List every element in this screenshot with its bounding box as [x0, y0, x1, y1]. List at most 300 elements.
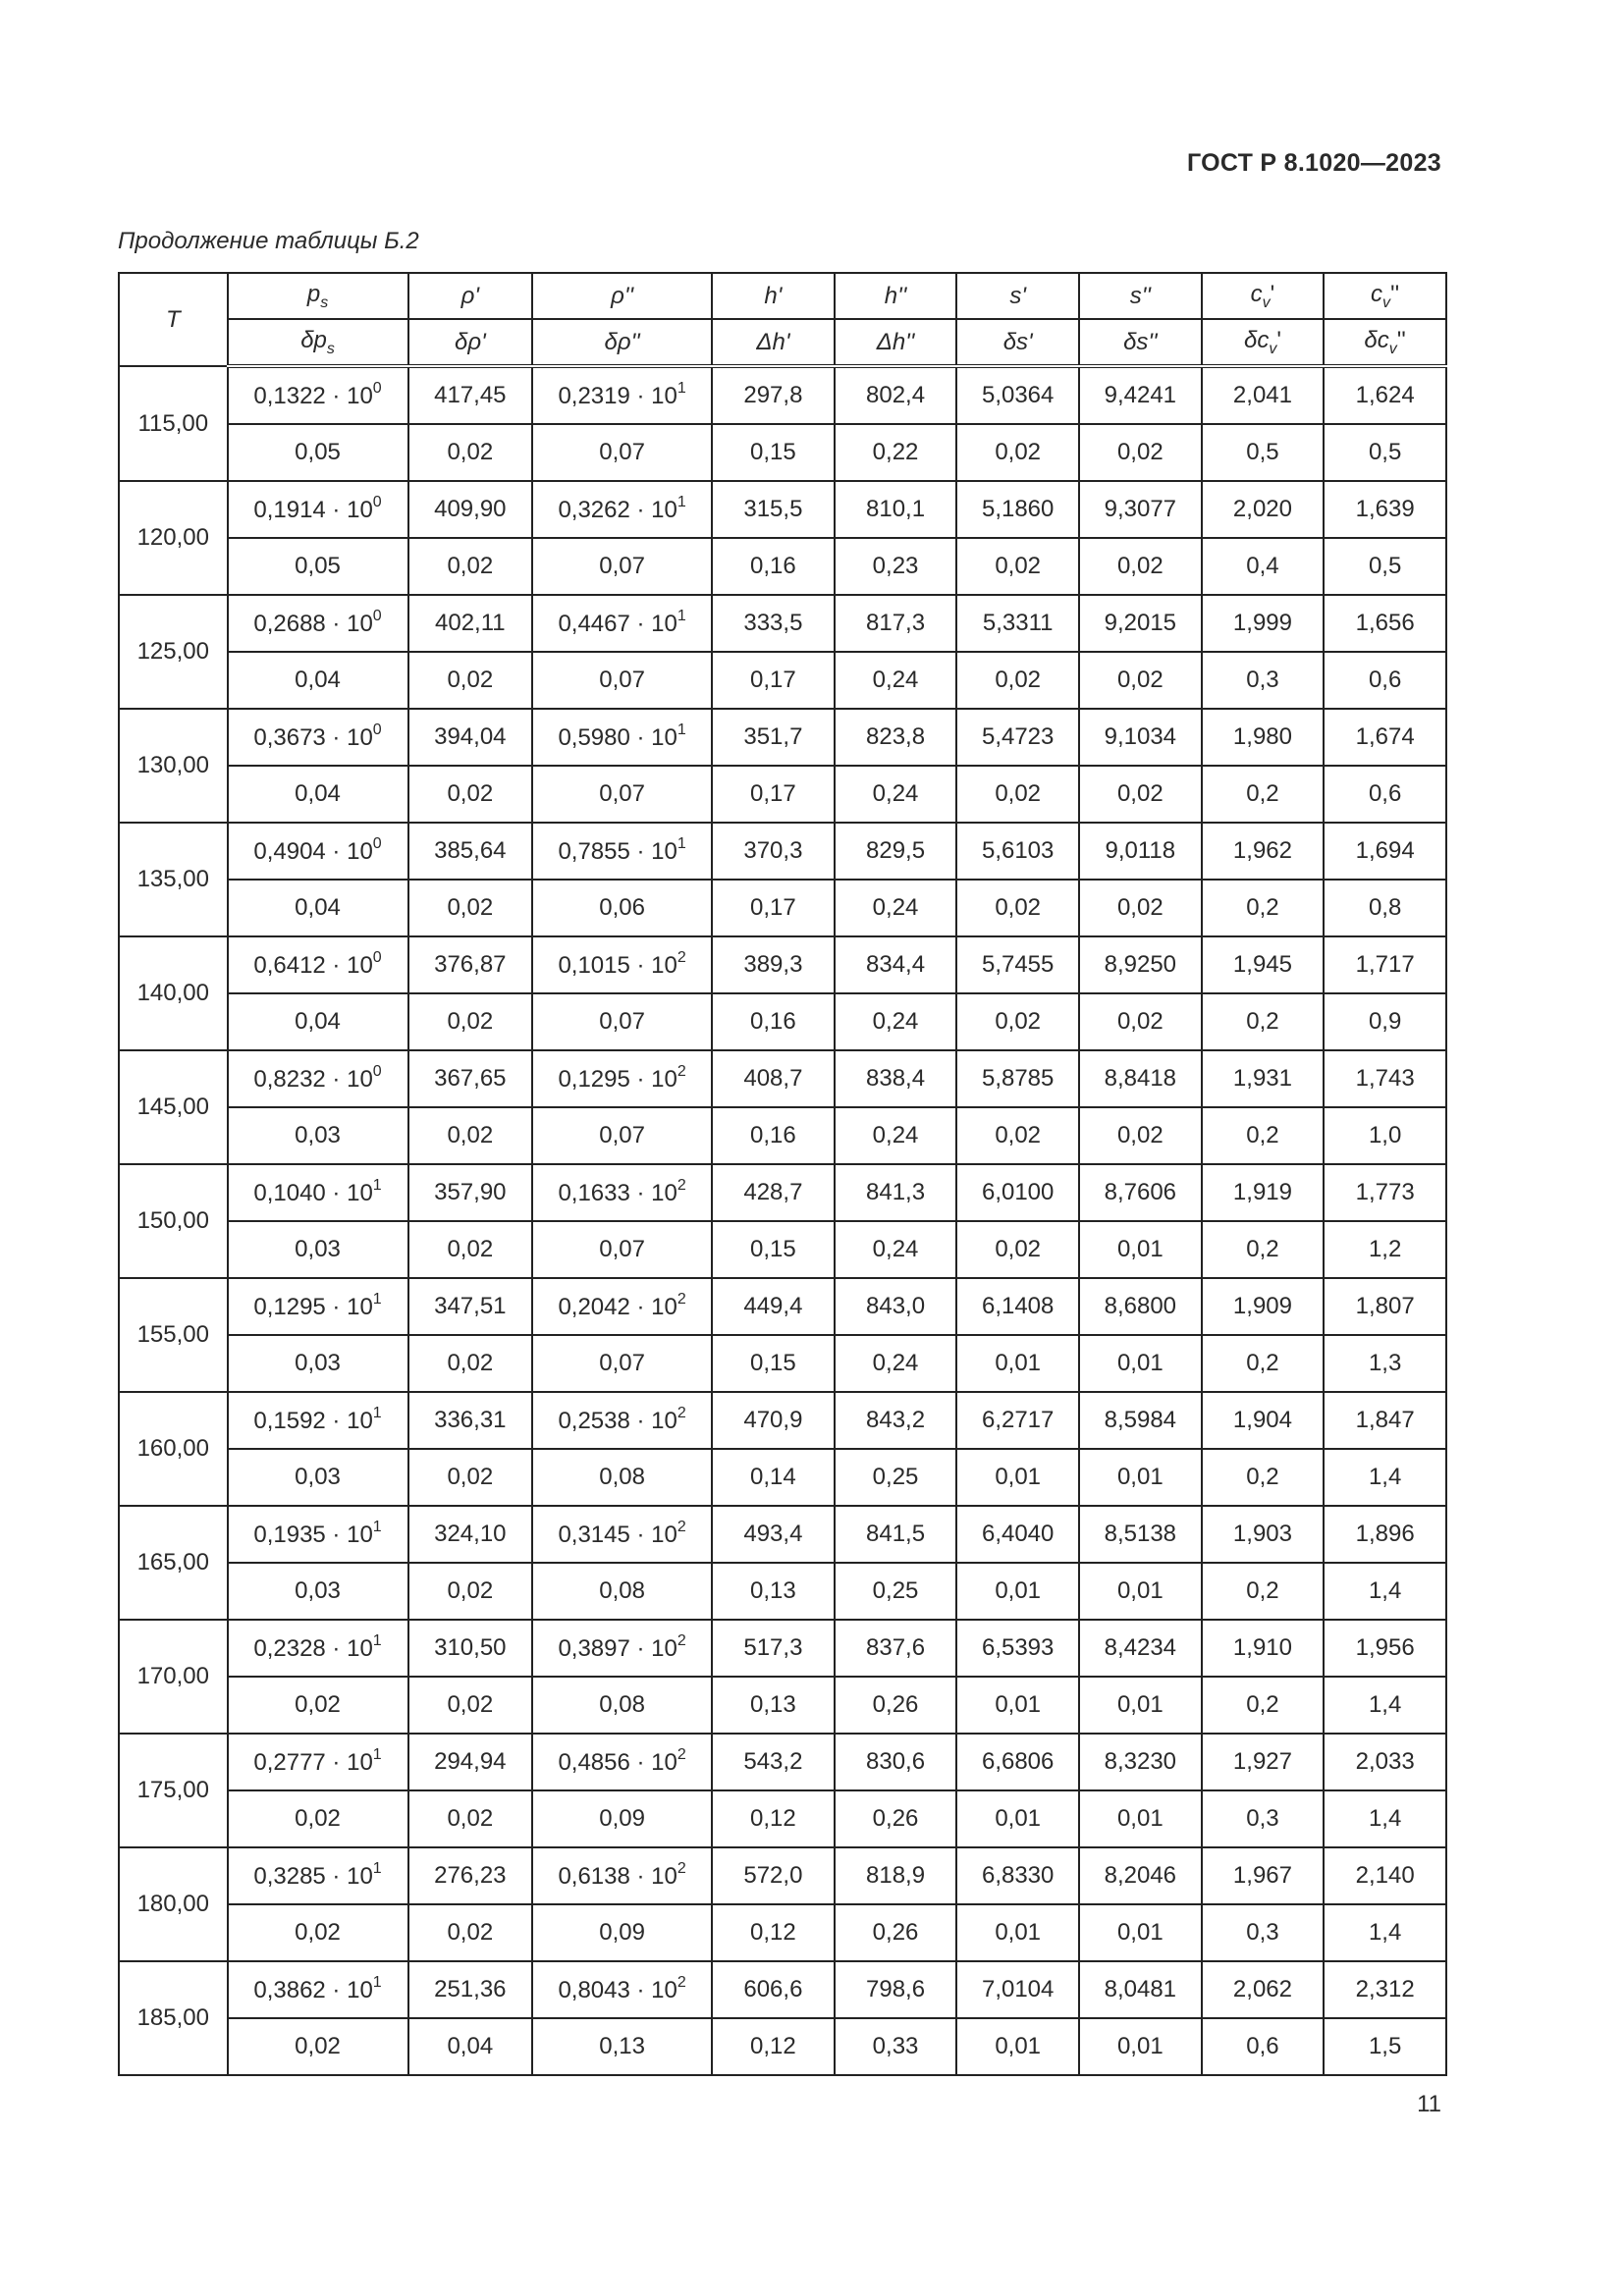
header-uncertainty-3 — [712, 319, 835, 366]
value-cell-s1: 6,4040 — [956, 1506, 1079, 1563]
mantissa: 0,4856 — [558, 1748, 630, 1776]
table-row — [119, 1734, 1446, 1790]
uncertainty-cell: 1,4 — [1324, 1449, 1446, 1506]
value-cell-rho2 — [532, 1392, 712, 1449]
uncertainty-cell: 0,24 — [835, 1335, 957, 1392]
value-cell-s2: 8,3230 — [1079, 1734, 1202, 1790]
uncertainty-cell: 0,03 — [228, 1563, 408, 1620]
uncertainty-cell: 1,4 — [1324, 1563, 1446, 1620]
header-row-uncertainty — [119, 319, 1446, 366]
value-cell-s1: 5,0364 — [956, 366, 1079, 424]
value-cell-h2: 802,4 — [835, 366, 957, 424]
uncertainty-cell: 0,15 — [712, 1221, 835, 1278]
header-uncertainty-0 — [228, 319, 408, 366]
value-cell-rho1: 347,51 — [408, 1278, 533, 1335]
table-caption: Продолжение таблицы Б.2 — [118, 228, 419, 254]
value-cell-rho2 — [532, 595, 712, 652]
value-cell-h1: 351,7 — [712, 709, 835, 766]
properties-table — [118, 272, 1447, 2076]
uncertainty-row — [119, 652, 1446, 709]
mantissa: 0,2777 — [253, 1748, 326, 1776]
value-cell-s2: 9,2015 — [1079, 595, 1202, 652]
mantissa: 0,2688 — [253, 610, 326, 637]
times-ten: · 10 — [325, 382, 373, 409]
uncertainty-cell: 0,02 — [1079, 993, 1202, 1050]
value-cell-cv1: 1,967 — [1202, 1847, 1325, 1904]
uncertainty-cell: 0,6 — [1324, 652, 1446, 709]
value-cell-cv2: 2,312 — [1324, 1961, 1446, 2018]
document-code: ГОСТ Р 8.1020—2023 — [1186, 149, 1441, 177]
value-cell-s1: 6,5393 — [956, 1620, 1079, 1677]
uncertainty-cell: 0,22 — [835, 424, 957, 481]
value-cell-h2: 834,4 — [835, 936, 957, 993]
uncertainty-row — [119, 1563, 1446, 1620]
header-8-prime: '' — [1390, 280, 1400, 307]
value-cell-rho2 — [532, 1620, 712, 1677]
value-cell-h1: 572,0 — [712, 1847, 835, 1904]
value-cell-h1: 333,5 — [712, 595, 835, 652]
header-4-symbol: h'' — [884, 282, 907, 309]
uncertainty-cell: 0,02 — [408, 1904, 533, 1961]
uncertainty-row — [119, 1790, 1446, 1847]
value-cell-ps — [228, 709, 408, 766]
value-cell-ps — [228, 481, 408, 538]
exponent: 1 — [372, 1745, 382, 1763]
uncertainty-cell: 0,02 — [956, 766, 1079, 823]
value-cell-h1: 517,3 — [712, 1620, 835, 1677]
mantissa: 0,3285 — [253, 1862, 326, 1890]
uncertainty-cell: 0,03 — [228, 1221, 408, 1278]
uncertainty-cell: 0,02 — [408, 1677, 533, 1734]
uncertainty-cell: 0,01 — [1079, 1904, 1202, 1961]
mantissa: 0,4904 — [253, 837, 326, 865]
uncertainty-cell: 0,9 — [1324, 993, 1446, 1050]
uncertainty-cell: 0,02 — [228, 2018, 408, 2075]
exponent: 1 — [372, 1518, 382, 1535]
value-cell-rho2 — [532, 1050, 712, 1107]
temperature-cell: 135,00 — [119, 823, 228, 936]
uncertainty-cell: 0,02 — [956, 880, 1079, 936]
exponent: 1 — [677, 721, 686, 738]
header-1-symbol: ρ' — [460, 282, 479, 309]
uncertainty-cell: 0,02 — [956, 652, 1079, 709]
header-d-0-subscript: s — [326, 340, 335, 357]
mantissa: 0,6412 — [253, 951, 326, 979]
uncertainty-cell: 0,01 — [1079, 1677, 1202, 1734]
uncertainty-cell: 0,2 — [1202, 1449, 1325, 1506]
mantissa: 0,8043 — [558, 1976, 630, 2003]
times-ten: · 10 — [325, 1179, 373, 1206]
value-cell-cv1: 1,904 — [1202, 1392, 1325, 1449]
uncertainty-cell: 0,01 — [956, 1563, 1079, 1620]
uncertainty-cell: 0,25 — [835, 1563, 957, 1620]
uncertainty-cell: 0,02 — [1079, 538, 1202, 595]
exponent: 1 — [372, 1859, 382, 1877]
uncertainty-cell: 0,02 — [408, 1449, 533, 1506]
times-ten: · 10 — [629, 610, 677, 637]
uncertainty-cell: 1,3 — [1324, 1335, 1446, 1392]
table-row — [119, 1392, 1446, 1449]
header-symbol-1 — [408, 273, 533, 319]
header-symbol-6 — [1079, 273, 1202, 319]
times-ten: · 10 — [629, 1634, 677, 1662]
table-row — [119, 1278, 1446, 1335]
uncertainty-cell: 0,02 — [408, 1563, 533, 1620]
header-7-symbol: c — [1250, 280, 1263, 307]
temperature-cell: 115,00 — [119, 366, 228, 481]
value-cell-h2: 798,6 — [835, 1961, 957, 2018]
value-cell-h2: 841,5 — [835, 1506, 957, 1563]
page-number: 11 — [1417, 2091, 1441, 2117]
uncertainty-cell: 0,24 — [835, 880, 957, 936]
exponent: 0 — [372, 1062, 382, 1080]
uncertainty-cell: 1,4 — [1324, 1790, 1446, 1847]
times-ten: · 10 — [325, 1634, 373, 1662]
value-cell-rho1: 336,31 — [408, 1392, 533, 1449]
temperature-cell: 185,00 — [119, 1961, 228, 2075]
value-cell-ps — [228, 1961, 408, 2018]
times-ten: · 10 — [325, 1976, 373, 2003]
uncertainty-cell: 0,26 — [835, 1904, 957, 1961]
uncertainty-row — [119, 1904, 1446, 1961]
exponent: 1 — [677, 607, 686, 624]
uncertainty-cell: 0,4 — [1202, 538, 1325, 595]
value-cell-h1: 408,7 — [712, 1050, 835, 1107]
value-cell-rho2 — [532, 709, 712, 766]
uncertainty-cell: 0,02 — [408, 538, 533, 595]
value-cell-cv2: 2,140 — [1324, 1847, 1446, 1904]
uncertainty-cell: 0,17 — [712, 652, 835, 709]
value-cell-rho1: 376,87 — [408, 936, 533, 993]
value-cell-h1: 428,7 — [712, 1164, 835, 1221]
table-row — [119, 366, 1446, 424]
value-cell-h1: 297,8 — [712, 366, 835, 424]
value-cell-h1: 606,6 — [712, 1961, 835, 2018]
header-d-8-prime: '' — [1396, 326, 1406, 353]
header-0-symbol: p — [306, 280, 321, 307]
uncertainty-cell: 0,08 — [532, 1449, 712, 1506]
value-cell-ps — [228, 366, 408, 424]
exponent: 1 — [372, 1973, 382, 1991]
times-ten: · 10 — [325, 1407, 373, 1434]
value-cell-cv2: 1,624 — [1324, 366, 1446, 424]
uncertainty-cell: 0,12 — [712, 1790, 835, 1847]
table-row — [119, 481, 1446, 538]
uncertainty-row — [119, 538, 1446, 595]
times-ten: · 10 — [629, 1293, 677, 1320]
uncertainty-cell: 0,24 — [835, 1107, 957, 1164]
uncertainty-cell: 0,04 — [228, 880, 408, 936]
value-cell-ps — [228, 1734, 408, 1790]
uncertainty-cell: 0,2 — [1202, 1335, 1325, 1392]
uncertainty-cell: 0,01 — [1079, 1335, 1202, 1392]
times-ten: · 10 — [629, 1521, 677, 1548]
times-ten: · 10 — [325, 496, 373, 523]
value-cell-h2: 817,3 — [835, 595, 957, 652]
value-cell-cv1: 2,020 — [1202, 481, 1325, 538]
temperature-cell: 155,00 — [119, 1278, 228, 1392]
value-cell-cv2: 1,717 — [1324, 936, 1446, 993]
mantissa: 0,2042 — [558, 1293, 630, 1320]
times-ten: · 10 — [629, 951, 677, 979]
uncertainty-cell: 0,06 — [532, 880, 712, 936]
header-8-subscript: v — [1382, 294, 1391, 311]
value-cell-s1: 6,0100 — [956, 1164, 1079, 1221]
value-cell-ps — [228, 1506, 408, 1563]
header-symbol-4 — [835, 273, 957, 319]
uncertainty-cell: 1,4 — [1324, 1904, 1446, 1961]
value-cell-cv1: 1,927 — [1202, 1734, 1325, 1790]
value-cell-rho1: 324,10 — [408, 1506, 533, 1563]
uncertainty-cell: 0,01 — [1079, 1221, 1202, 1278]
uncertainty-cell: 0,12 — [712, 2018, 835, 2075]
value-cell-s2: 8,5138 — [1079, 1506, 1202, 1563]
times-ten: · 10 — [325, 1862, 373, 1890]
uncertainty-cell: 0,24 — [835, 993, 957, 1050]
uncertainty-cell: 0,01 — [1079, 2018, 1202, 2075]
uncertainty-cell: 0,2 — [1202, 993, 1325, 1050]
value-cell-s1: 6,2717 — [956, 1392, 1079, 1449]
value-cell-cv2: 1,773 — [1324, 1164, 1446, 1221]
value-cell-s1: 5,3311 — [956, 595, 1079, 652]
exponent: 2 — [677, 1518, 686, 1535]
uncertainty-cell: 0,2 — [1202, 1107, 1325, 1164]
mantissa: 0,6138 — [558, 1862, 630, 1890]
value-cell-h1: 493,4 — [712, 1506, 835, 1563]
header-d-7-symbol: δc — [1243, 326, 1270, 353]
header-3-symbol: h' — [764, 282, 783, 309]
times-ten: · 10 — [629, 1407, 677, 1434]
uncertainty-cell: 0,02 — [228, 1904, 408, 1961]
table-row — [119, 936, 1446, 993]
value-cell-rho2 — [532, 1506, 712, 1563]
value-cell-h2: 818,9 — [835, 1847, 957, 1904]
uncertainty-cell: 0,24 — [835, 766, 957, 823]
value-cell-rho1: 357,90 — [408, 1164, 533, 1221]
times-ten: · 10 — [629, 382, 677, 409]
exponent: 2 — [677, 1745, 686, 1763]
uncertainty-cell: 0,01 — [1079, 1790, 1202, 1847]
value-cell-rho2 — [532, 1278, 712, 1335]
uncertainty-cell: 0,17 — [712, 880, 835, 936]
uncertainty-cell: 0,02 — [408, 1790, 533, 1847]
exponent: 0 — [372, 493, 382, 510]
uncertainty-cell: 0,07 — [532, 1335, 712, 1392]
value-cell-h1: 543,2 — [712, 1734, 835, 1790]
temperature-cell: 125,00 — [119, 595, 228, 709]
times-ten: · 10 — [629, 1862, 677, 1890]
header-5-symbol: s' — [1009, 282, 1026, 309]
uncertainty-cell: 0,02 — [956, 1221, 1079, 1278]
value-cell-s2: 8,2046 — [1079, 1847, 1202, 1904]
exponent: 0 — [372, 607, 382, 624]
uncertainty-cell: 0,02 — [408, 424, 533, 481]
header-6-symbol: s'' — [1129, 282, 1151, 309]
uncertainty-cell: 0,07 — [532, 652, 712, 709]
value-cell-h1: 449,4 — [712, 1278, 835, 1335]
mantissa: 0,2319 — [558, 382, 630, 409]
value-cell-ps — [228, 823, 408, 880]
uncertainty-cell: 0,02 — [1079, 424, 1202, 481]
value-cell-cv1: 1,909 — [1202, 1278, 1325, 1335]
header-uncertainty-4 — [835, 319, 957, 366]
temperature-cell: 130,00 — [119, 709, 228, 823]
exponent: 2 — [677, 1404, 686, 1421]
mantissa: 0,4467 — [558, 610, 630, 637]
header-symbol-3 — [712, 273, 835, 319]
uncertainty-cell: 0,13 — [712, 1563, 835, 1620]
uncertainty-cell: 0,09 — [532, 1904, 712, 1961]
value-cell-cv1: 1,910 — [1202, 1620, 1325, 1677]
header-symbol-5 — [956, 273, 1079, 319]
times-ten: · 10 — [629, 1748, 677, 1776]
value-cell-rho1: 310,50 — [408, 1620, 533, 1677]
mantissa: 0,3145 — [558, 1521, 630, 1548]
value-cell-h2: 843,2 — [835, 1392, 957, 1449]
uncertainty-cell: 0,23 — [835, 538, 957, 595]
exponent: 1 — [677, 379, 686, 397]
value-cell-h2: 841,3 — [835, 1164, 957, 1221]
header-d-8-symbol: δc — [1364, 326, 1389, 353]
uncertainty-cell: 0,02 — [1079, 652, 1202, 709]
exponent: 1 — [372, 1290, 382, 1308]
value-cell-ps — [228, 1847, 408, 1904]
value-cell-h1: 315,5 — [712, 481, 835, 538]
value-cell-s1: 6,6806 — [956, 1734, 1079, 1790]
uncertainty-cell: 0,02 — [408, 993, 533, 1050]
exponent: 2 — [677, 948, 686, 966]
value-cell-cv2: 1,743 — [1324, 1050, 1446, 1107]
uncertainty-cell: 0,3 — [1202, 1904, 1325, 1961]
temperature-cell: 165,00 — [119, 1506, 228, 1620]
uncertainty-cell: 0,07 — [532, 1221, 712, 1278]
uncertainty-cell: 0,5 — [1324, 538, 1446, 595]
uncertainty-cell: 0,01 — [956, 1790, 1079, 1847]
header-uncertainty-6 — [1079, 319, 1202, 366]
header-uncertainty-7 — [1202, 319, 1325, 366]
header-symbol-0 — [228, 273, 408, 319]
uncertainty-cell: 0,07 — [532, 538, 712, 595]
value-cell-cv1: 1,999 — [1202, 595, 1325, 652]
value-cell-s2: 9,1034 — [1079, 709, 1202, 766]
uncertainty-cell: 0,24 — [835, 1221, 957, 1278]
value-cell-s2: 9,0118 — [1079, 823, 1202, 880]
value-cell-cv2: 1,674 — [1324, 709, 1446, 766]
value-cell-s2: 8,6800 — [1079, 1278, 1202, 1335]
value-cell-s2: 8,0481 — [1079, 1961, 1202, 2018]
exponent: 0 — [372, 379, 382, 397]
value-cell-cv1: 1,980 — [1202, 709, 1325, 766]
header-7-subscript: v — [1262, 294, 1271, 311]
mantissa: 0,1295 — [558, 1065, 630, 1093]
uncertainty-cell: 0,02 — [408, 1107, 533, 1164]
exponent: 1 — [372, 1631, 382, 1649]
exponent: 2 — [677, 1062, 686, 1080]
mantissa: 0,1322 — [253, 382, 326, 409]
value-cell-s1: 6,1408 — [956, 1278, 1079, 1335]
uncertainty-cell: 0,14 — [712, 1449, 835, 1506]
uncertainty-cell: 0,8 — [1324, 880, 1446, 936]
times-ten: · 10 — [629, 1976, 677, 2003]
times-ten: · 10 — [629, 496, 677, 523]
uncertainty-cell: 0,2 — [1202, 766, 1325, 823]
uncertainty-cell: 0,01 — [956, 1449, 1079, 1506]
temperature-cell: 145,00 — [119, 1050, 228, 1164]
uncertainty-row — [119, 766, 1446, 823]
uncertainty-cell: 0,05 — [228, 538, 408, 595]
mantissa: 0,1935 — [253, 1521, 326, 1548]
uncertainty-cell: 0,02 — [1079, 766, 1202, 823]
times-ten: · 10 — [325, 1521, 373, 1548]
temperature-cell: 160,00 — [119, 1392, 228, 1506]
uncertainty-cell: 0,17 — [712, 766, 835, 823]
mantissa: 0,1295 — [253, 1293, 326, 1320]
uncertainty-row — [119, 1677, 1446, 1734]
mantissa: 0,1914 — [253, 496, 326, 523]
value-cell-h1: 470,9 — [712, 1392, 835, 1449]
value-cell-s2: 8,9250 — [1079, 936, 1202, 993]
value-cell-s2: 9,4241 — [1079, 366, 1202, 424]
header-2-symbol: ρ'' — [611, 282, 634, 309]
uncertainty-cell: 0,25 — [835, 1449, 957, 1506]
value-cell-s2: 8,8418 — [1079, 1050, 1202, 1107]
mantissa: 0,2538 — [558, 1407, 630, 1434]
header-d-0-symbol: δp — [300, 326, 327, 353]
uncertainty-cell: 0,16 — [712, 1107, 835, 1164]
uncertainty-cell: 0,02 — [408, 880, 533, 936]
value-cell-s1: 6,8330 — [956, 1847, 1079, 1904]
value-cell-rho1: 417,45 — [408, 366, 533, 424]
uncertainty-cell: 0,07 — [532, 1107, 712, 1164]
mantissa: 0,1040 — [253, 1179, 326, 1206]
value-cell-h2: 810,1 — [835, 481, 957, 538]
temperature-cell: 180,00 — [119, 1847, 228, 1961]
times-ten: · 10 — [325, 951, 373, 979]
uncertainty-cell: 0,02 — [1079, 880, 1202, 936]
value-cell-s2: 8,4234 — [1079, 1620, 1202, 1677]
value-cell-s1: 5,7455 — [956, 936, 1079, 993]
header-uncertainty-1 — [408, 319, 533, 366]
uncertainty-cell: 0,6 — [1324, 766, 1446, 823]
uncertainty-cell: 0,15 — [712, 424, 835, 481]
times-ten: · 10 — [325, 1065, 373, 1093]
mantissa: 0,1633 — [558, 1179, 630, 1206]
uncertainty-cell: 0,04 — [228, 652, 408, 709]
uncertainty-cell: 0,07 — [532, 993, 712, 1050]
table-row — [119, 823, 1446, 880]
times-ten: · 10 — [629, 723, 677, 751]
value-cell-h2: 837,6 — [835, 1620, 957, 1677]
value-cell-rho2 — [532, 481, 712, 538]
exponent: 1 — [372, 1176, 382, 1194]
uncertainty-cell: 0,02 — [408, 766, 533, 823]
value-cell-cv1: 2,062 — [1202, 1961, 1325, 2018]
value-cell-s1: 5,1860 — [956, 481, 1079, 538]
value-cell-h1: 370,3 — [712, 823, 835, 880]
uncertainty-cell: 0,02 — [956, 424, 1079, 481]
mantissa: 0,5980 — [558, 723, 630, 751]
uncertainty-cell: 0,01 — [956, 1904, 1079, 1961]
uncertainty-cell: 0,6 — [1202, 2018, 1325, 2075]
uncertainty-cell: 0,2 — [1202, 1563, 1325, 1620]
uncertainty-cell: 0,3 — [1202, 652, 1325, 709]
uncertainty-cell: 0,09 — [532, 1790, 712, 1847]
uncertainty-cell: 0,04 — [228, 766, 408, 823]
uncertainty-cell: 0,07 — [532, 424, 712, 481]
value-cell-rho1: 394,04 — [408, 709, 533, 766]
times-ten: · 10 — [325, 1748, 373, 1776]
uncertainty-cell: 0,02 — [956, 1107, 1079, 1164]
